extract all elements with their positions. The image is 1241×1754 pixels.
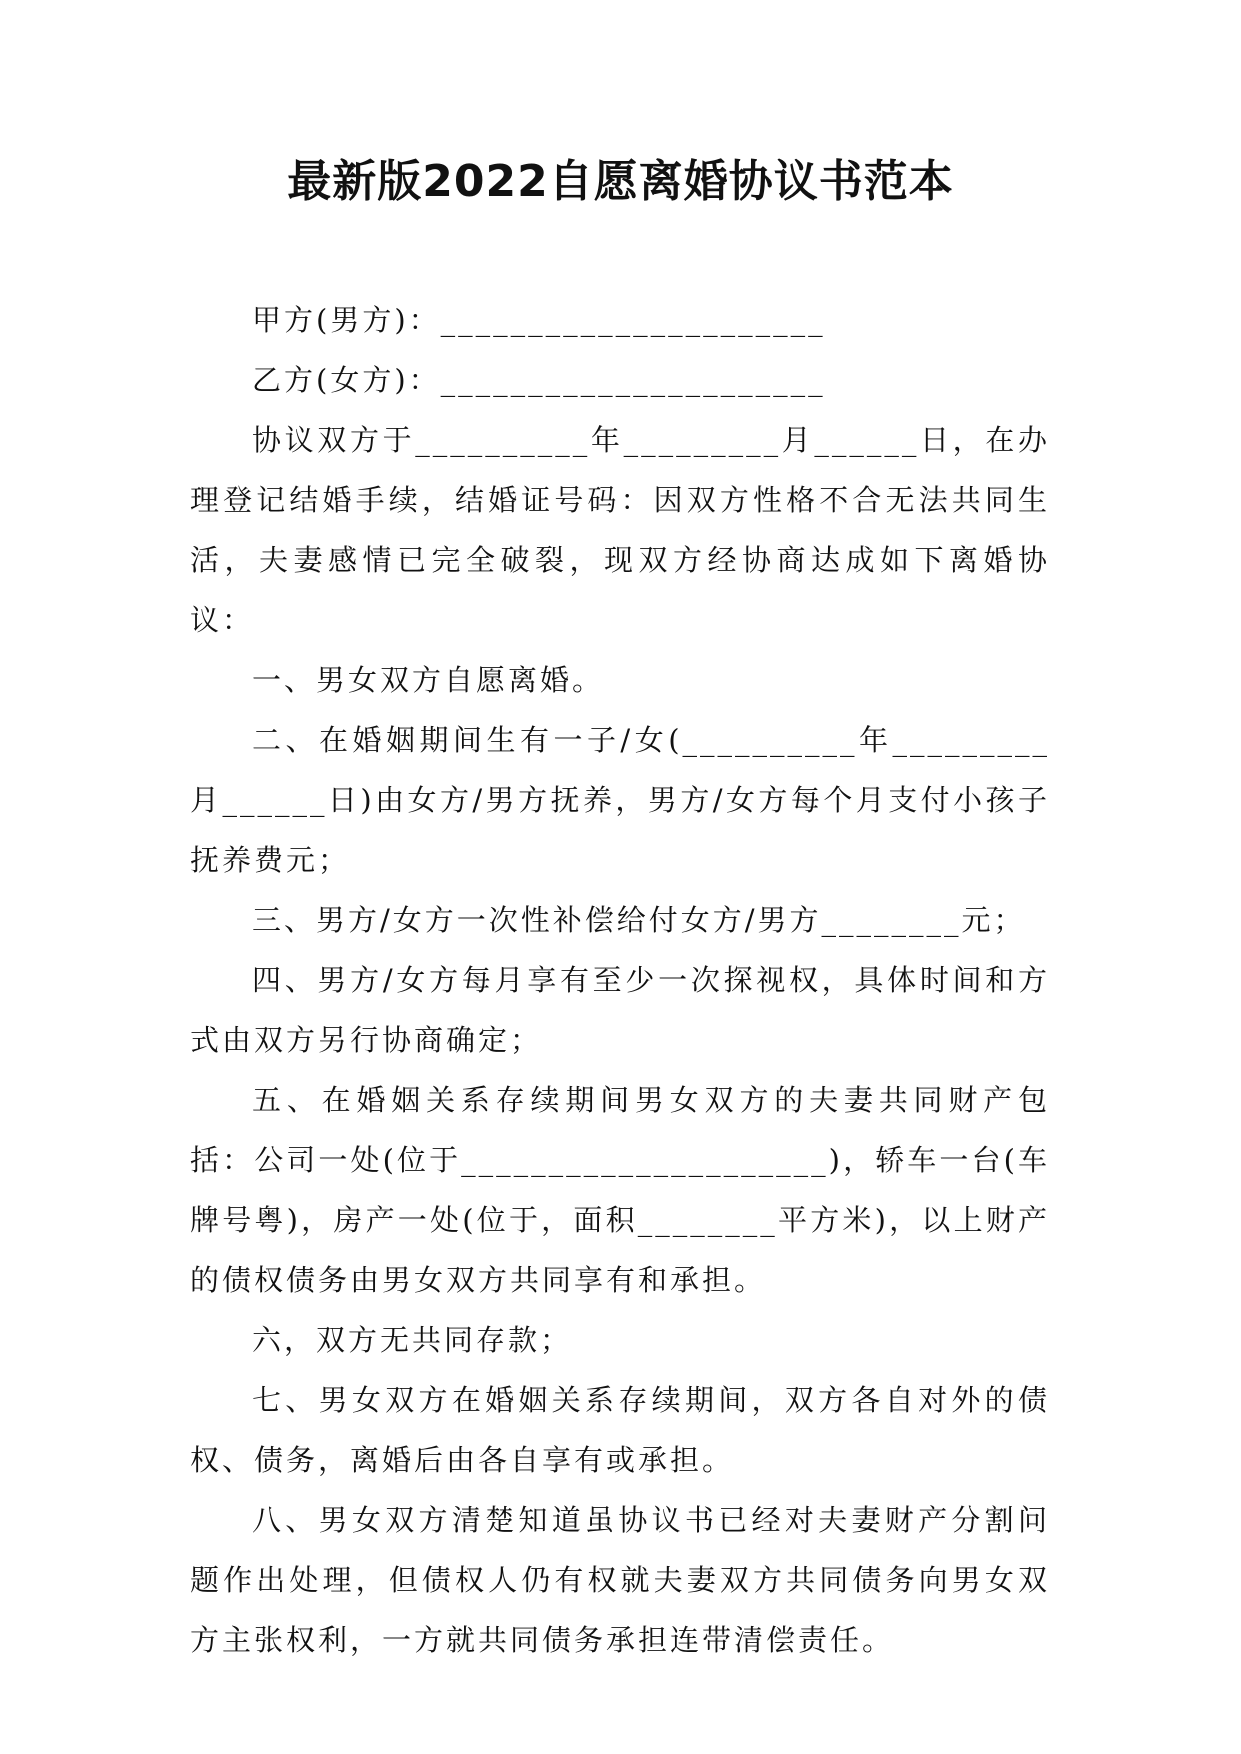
document-title: 最新版2022自愿离婚协议书范本 bbox=[287, 156, 954, 207]
clause-7: 七、男女双方在婚姻关系存续期间，双方各自对外的债权、债务，离婚后由各自享有或承担。 bbox=[190, 1383, 1050, 1477]
document-body bbox=[190, 290, 1050, 1670]
intro-paragraph: 协议双方于__________年_________月______日，在办理登记结婚手续，结婚证号码：因双方性格不合无法共同生活，夫妻感情已完全破裂，现双方经协商达成如下离婚协议： bbox=[190, 423, 1050, 637]
clause-8: 八、男女双方清楚知道虽协议书已经对夫妻财产分割问题作出处理，但债权人仍有权就夫妻双方共同债务向男女双方主张权利，一方就共同债务承担连带清偿责任。 bbox=[190, 1503, 1050, 1657]
clause-5: 五、在婚姻关系存续期间男女双方的夫妻共同财产包括：公司一处(位于_____________________)，轿车一台(车牌号粤)，房产一处(位于，面积________平方米)，以上财产的债权债务由男女双方共同享有和承担。 bbox=[190, 1083, 1050, 1297]
clause-4: 四、男方/女方每月享有至少一次探视权，具体时间和方式由双方另行协商确定； bbox=[190, 963, 1050, 1057]
clause-3: 三、男方/女方一次性补偿给付女方/男方________元； bbox=[252, 903, 1026, 937]
clause-6: 六，双方无共同存款； bbox=[252, 1323, 573, 1357]
clause-2: 二、在婚姻期间生有一子/女(__________年_________月______日)由女方/男方抚养，男方/女方每个月支付小孩子抚养费元； bbox=[190, 723, 1050, 877]
party-a-line: 甲方(男方)：______________________ bbox=[252, 303, 826, 337]
clause-1: 一、男女双方自愿离婚。 bbox=[252, 663, 605, 697]
party-b-line: 乙方(女方)：______________________ bbox=[252, 363, 826, 397]
